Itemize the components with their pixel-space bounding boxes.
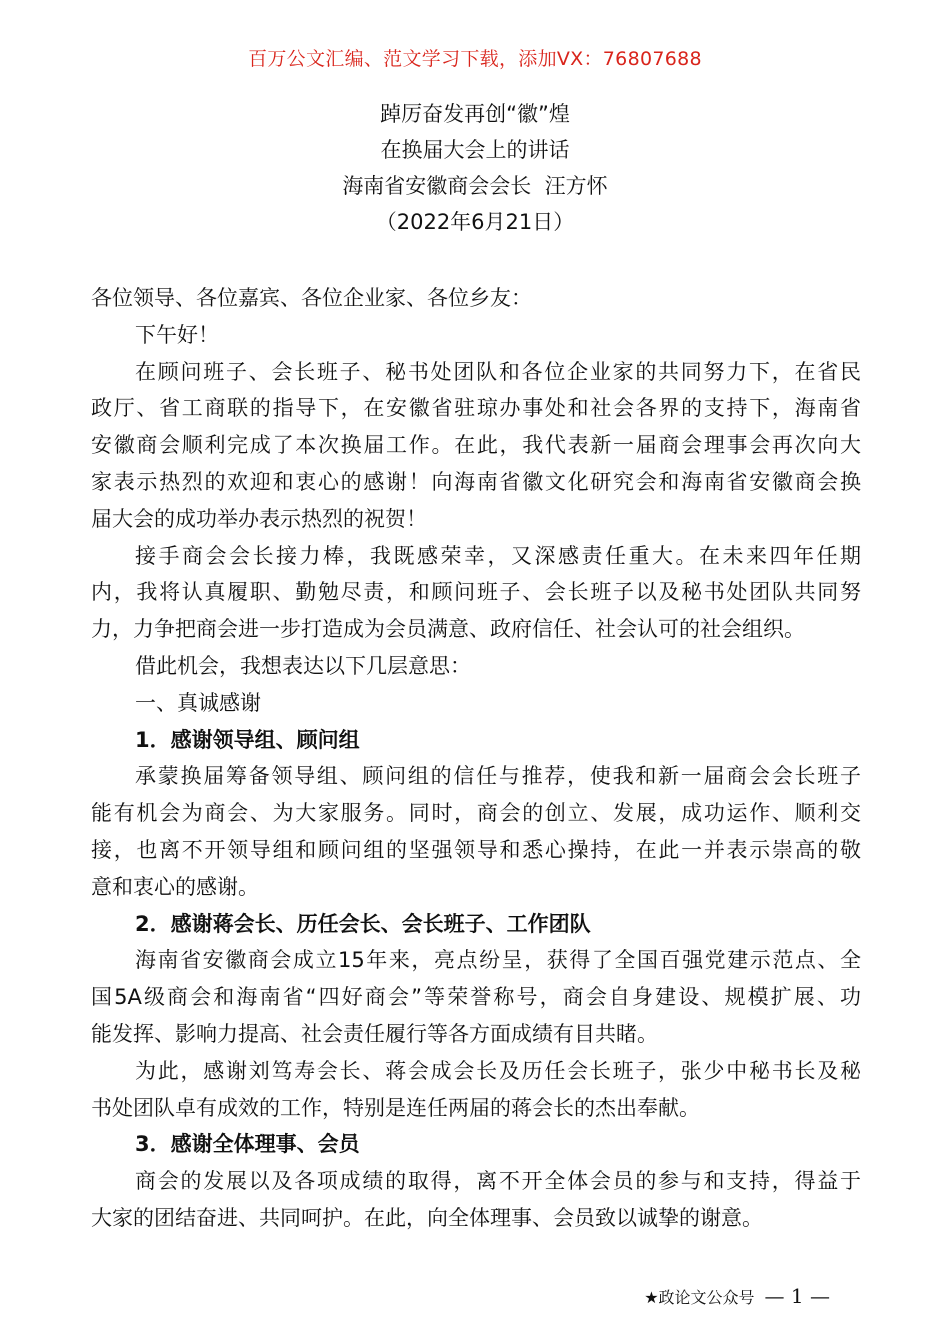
paragraph-line: 家表示热烈的欢迎和衷心的感谢！向海南省徽文化研究会和海南省安徽商会换	[91, 469, 861, 494]
paragraph-1	[91, 354, 861, 538]
paragraph-4	[91, 758, 861, 905]
paragraph-line: 商会的发展以及各项成绩的取得，离不开全体会员的参与和支持，得益于	[135, 1169, 861, 1194]
paragraph-line: 力，力争把商会进一步打造成为会员满意、政府信任、社会认可的社会组织。	[91, 617, 805, 642]
greeting: 下午好！	[135, 322, 219, 347]
subheading-2: 2．感谢蒋会长、历任会长、会长班子、工作团队	[135, 911, 591, 936]
paragraph-line: 政厅、省工商联的指导下，在安徽省驻琼办事处和社会各界的支持下，海南省	[91, 396, 861, 421]
paragraph-line: 接，也离不开领导组和顾问组的坚强领导和悉心操持，在此一并表示崇高的敬	[91, 837, 861, 862]
footer-source: ★政论文公众号	[644, 1288, 755, 1307]
paragraph-6	[91, 1053, 861, 1127]
speaker-line: 海南省安徽商会会长 汪方怀	[342, 174, 608, 198]
paragraph-line: 内，我将认真履职、勤勉尽责，和顾问班子、会长班子以及秘书处团队共同努	[91, 580, 861, 605]
paragraph-line: 接手商会会长接力棒，我既感荣幸，又深感责任重大。在未来四年任期	[135, 543, 861, 568]
subheading-3: 3．感谢全体理事、会员	[135, 1132, 360, 1157]
paragraph-line: 书处团队卓有成效的工作，特别是连任两届的蒋会长的杰出奉献。	[91, 1095, 700, 1120]
speech-subtitle: 在换届大会上的讲话	[380, 138, 570, 162]
watermark-banner: 百万公文汇编、范文学习下载，添加VX：76807688	[248, 48, 702, 70]
page-footer	[644, 1284, 830, 1308]
paragraph-line: 意和衷心的感谢。	[91, 874, 259, 899]
paragraph-7	[91, 1163, 861, 1237]
paragraph-3: 借此机会，我想表达以下几层意思：	[135, 653, 471, 678]
title-block	[0, 96, 950, 240]
paragraph-line: 在顾问班子、会长班子、秘书处团队和各位企业家的共同努力下，在省民	[135, 359, 861, 384]
speech-date: （2022年6月21日）	[375, 210, 575, 234]
paragraph-line: 海南省安徽商会成立15年来，亮点纷呈，获得了全国百强党建示范点、全	[135, 948, 861, 973]
speech-body	[91, 280, 861, 1237]
paragraph-line: 大家的团结奋进、共同呵护。在此，向全体理事、会员致以诚挚的谢意。	[91, 1205, 763, 1230]
paragraph-line: 为此，感谢刘笃寿会长、蒋会成会长及历任会长班子，张少中秘书长及秘	[135, 1058, 861, 1083]
paragraph-line: 能发挥、影响力提高、社会责任履行等各方面成绩有目共睹。	[91, 1021, 658, 1046]
paragraph-line: 届大会的成功举办表示热烈的祝贺！	[91, 506, 427, 531]
paragraph-2	[91, 538, 861, 648]
paragraph-5	[91, 942, 861, 1052]
subheading-1: 1．感谢领导组、顾问组	[135, 727, 360, 752]
page-number: — 1 —	[764, 1284, 830, 1308]
section-heading-1: 一、真诚感谢	[135, 690, 261, 715]
speech-title: 踔厉奋发再创“徽”煌	[380, 102, 570, 126]
paragraph-line: 安徽商会顺利完成了本次换届工作。在此，我代表新一届商会理事会再次向大	[91, 433, 861, 458]
salutation: 各位领导、各位嘉宾、各位企业家、各位乡友：	[91, 286, 532, 310]
paragraph-line: 国5A级商会和海南省“四好商会”等荣誉称号，商会自身建设、规模扩展、功	[91, 985, 861, 1010]
paragraph-line: 承蒙换届筹备领导组、顾问组的信任与推荐，使我和新一届商会会长班子	[135, 764, 861, 789]
paragraph-line: 能有机会为商会、为大家服务。同时，商会的创立、发展，成功运作、顺利交	[91, 801, 861, 826]
